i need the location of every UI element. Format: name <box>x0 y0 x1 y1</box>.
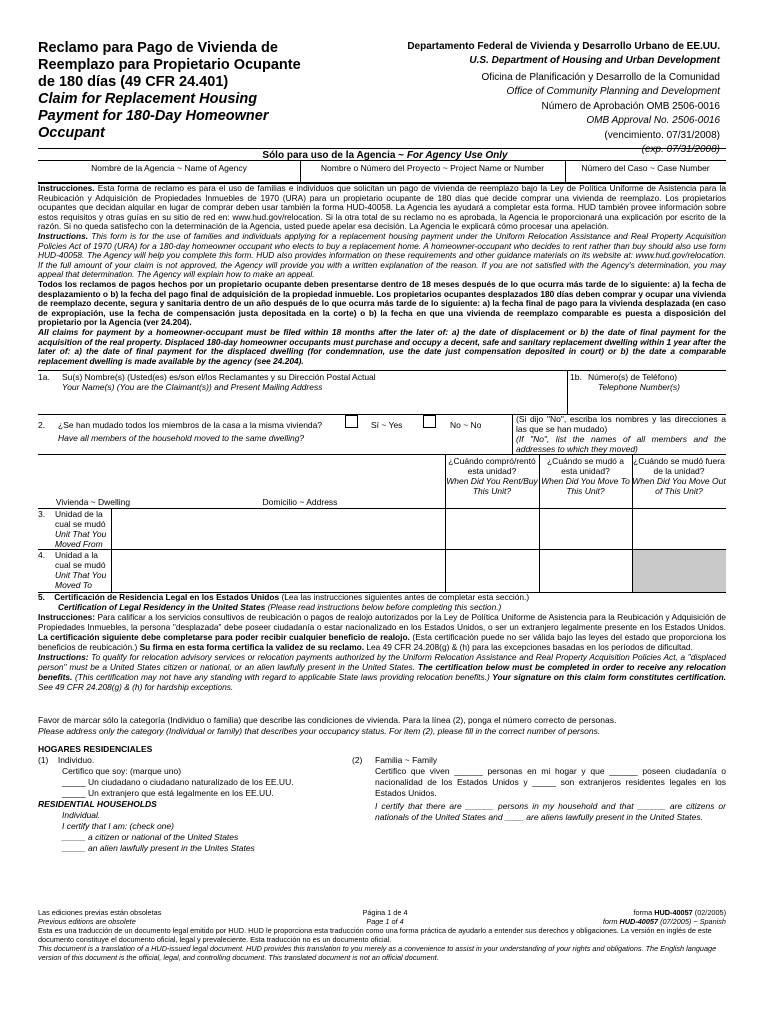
claimant-name-address-field[interactable] <box>40 393 565 413</box>
item1-cert-es: Certifico que soy: (marque uno) <box>62 766 182 776</box>
col-when-es: ¿Cuándo compró/rentó esta unidad? <box>448 456 536 476</box>
col-moveout-en: When Did You Move Out of This Unit? <box>632 476 726 496</box>
opt1-en-blank[interactable]: _____ <box>62 832 86 842</box>
translation-en: This document is a translation of a HUD-issued legal document. HUD provides this translation to you merely as a convenience to assist in your understanding of your rights and obligations. The English language version of this document is the official, legal, and controlling document. This translated document is not an official document. <box>38 944 717 962</box>
form-es-num: HUD-40057 <box>654 908 693 917</box>
q1-label <box>62 372 532 392</box>
family-en-blank-3[interactable]: ____ <box>504 812 524 822</box>
footer-obsolete <box>38 908 288 926</box>
obsolete-es: Las ediciones previas están obsoletas <box>38 908 162 917</box>
row3-label <box>55 509 109 549</box>
q1-divider <box>567 370 568 414</box>
office-en: Office of Community Planning and Development <box>506 85 720 97</box>
agency-top-rule <box>38 148 726 149</box>
row4-moveout-shaded <box>633 550 726 592</box>
table-divider-0 <box>111 508 112 592</box>
q1-top-rule <box>38 370 726 371</box>
q1-label-en: Your Name(s) (You are the Claimant(s)) and Present Mailing Address <box>62 382 323 392</box>
no-label: No ~ No <box>450 420 482 430</box>
item2-num: (2) <box>352 755 363 765</box>
item1-es: Individuo. <box>57 755 95 765</box>
row4-label <box>55 550 109 590</box>
form-title <box>38 40 318 142</box>
instructions-en: This form is for the use of families and individuals applying for a replacement housing payment under the Uniform Relocation Assistance and Real Property Acquisition Policies Act of 1970 (URA) for a 180-day homeowner occupant who elects to buy a replacement home. A homeowner-occupant who decides to rent rather than buy should also use form HUD-40058. The Agency will help you complete this form. HUD also provides information on these requirements and other guidance materials on its website at: www.hud.gov/relocation. If the full amount of your claim is not approved, the Agency will provide you with a written explanation of the reason. If you are not satisfied with the Agency's determination, you may appeal that determination. The Agency will explain how to make an appeal. <box>38 230 726 280</box>
family-es-blank-1[interactable]: ______ <box>454 766 483 776</box>
households-family <box>375 755 726 823</box>
family-es-blank-2[interactable]: ______ <box>609 766 638 776</box>
opt2-en-blank[interactable]: _____ <box>62 843 86 853</box>
opt1-en-label: a citizen or national of the United States <box>88 832 239 842</box>
family-en-d: are aliens lawfully present in the United States. <box>526 812 703 822</box>
agency-use-title-en: For Agency Use Only <box>406 150 508 161</box>
sec5-instr-es: Para calificar a los servicios consultivos de reubicación o pagos de realojo autorizados por la Ley de Política Uniforme de Asistencia para la Reubicación y Adquisición de Propiedades Inmuebles, la persona "desplazada" debe poseer ciudadanía o estar nacionalizado en los Estados Unidos, o ser un extranjero legalmente presente en los Estados Unidos. <box>38 612 726 632</box>
omb-es: Número de Aprobación OMB 2506-0016 <box>541 101 720 112</box>
row3-movein-field[interactable] <box>541 510 630 548</box>
sec5-instr-en-bold-2: Your signature on this claim form constitutes certification. <box>489 672 726 682</box>
family-en-blank-1[interactable]: ______ <box>465 801 495 811</box>
sec5-title-es-rest: (Lea las instrucciones siguientes antes de completar esta sección.) <box>279 592 530 602</box>
row4-num: 4. <box>38 550 46 560</box>
obsolete-en: Previous editions are obsolete <box>38 917 136 926</box>
row4-address-field[interactable] <box>113 551 443 589</box>
col-movein-es: ¿Cuándo se mudó a esta unidad? <box>546 456 625 476</box>
opt2-es-label: Un extranjero que está legalmente en los EE.UU. <box>88 788 274 798</box>
page-en: Page 1 of 4 <box>366 917 404 926</box>
agency-name-label: Nombre de la Agencia ~ Name of Agency <box>91 163 247 173</box>
row4-label-en: Unit That You Moved To <box>55 570 107 590</box>
instructions-lead-es: Instrucciones. <box>38 183 95 193</box>
form-es-date: (02/2005) <box>692 908 726 917</box>
row3-num: 3. <box>38 509 46 519</box>
q2-label-es: ¿Se han mudado todos los miembros de la casa a la misma vivienda? <box>58 420 323 430</box>
form-es-pre: forma <box>633 908 655 917</box>
instructions-lead-en: Instructions. <box>38 230 89 241</box>
households-heading-es: HOGARES RESIDENCIALES <box>38 744 153 754</box>
yes-checkbox[interactable] <box>345 415 358 428</box>
q1b-label-en: Telephone Number(s) <box>598 382 680 392</box>
col-movein-header <box>539 456 632 496</box>
category-instructions <box>38 715 726 737</box>
filing-deadline-en: All claims for payment by a homeowner-occupant must be filed within 18 months after the later of: a) the date of displacement or b) the date of final payment for the acquisition of the real property. Displaced 180-day homeowner occupants must purchase and occupy a decent, safe and sanitary replacement dwelling within 1 year after the later of: a) the date of final payment for the displaced dwelling (for condemnation, use the date just compensation deposited in court) or b) the date a comparable replacement dwelling is made available by the agency (see 24.204). <box>38 326 726 366</box>
filing-deadline-es: Todos los reclamos de pagos hechos por un propietario ocupante deben presentarse dentro de 18 meses después de lo que ocurra más tarde de lo siguiente: a) la fecha de desplazamiento o b) la fecha del pago final de adquisición de la propiedad inmueble. Los propietarios ocupantes desplazados 180 días deben comprar y ocupar una vivienda de reemplazo decente, segura y sanitaria dentro de un año después de lo que ocurra más tarde de lo siguiente: a) la fecha final de pago para la vivienda desplazada (en caso de expropiación, use la fecha de compensación justa depositada en la corte) o b) la fecha en que una vivienda de reemplazo comparable es puesta a disposición del propietario por la Agencia (ver 24.204). <box>38 278 726 328</box>
opt2-es-blank[interactable]: _____ <box>62 788 86 798</box>
no-checkbox[interactable] <box>423 415 436 428</box>
households-heading-en: RESIDENTIAL HOUSEHOLDS <box>38 799 157 809</box>
q1b-label-es: Número(s) de Teléfono) <box>588 372 678 382</box>
office-es: Oficina de Planificación y Desarrollo de la Comunidad <box>481 72 720 83</box>
col-moveout-header <box>632 456 726 496</box>
form-en-num: HUD-40057 <box>619 917 659 926</box>
col-when-en: When Did You Rent/Buy This Unit? <box>446 476 538 496</box>
instructions-block <box>38 184 726 366</box>
project-name-field[interactable] <box>303 172 561 181</box>
q2-note-es: (Si dijo "No", escriba los nombres y las direcciones a las que se han mudado) <box>516 414 726 434</box>
form-en-pre: form <box>602 917 620 926</box>
row4-when-field[interactable] <box>447 551 537 589</box>
agency-use-title-es: Sólo para uso de la Agencia ~ <box>262 150 407 161</box>
row3-when-field[interactable] <box>447 510 537 548</box>
col-address-text: Domicilio ~ Address <box>262 497 338 507</box>
col-movein-en: When Did You Move To This Unit? <box>541 476 630 496</box>
category-instructions-en: Please address only the category (Individual or family) that describes your occupancy status. For item (2), please fill in the correct number of persons. <box>38 726 601 736</box>
q2-divider <box>512 414 513 454</box>
sec5-instr-es-lead: Instrucciones: <box>38 612 96 622</box>
q2-label-en: Have all members of the household moved to the same dwelling? <box>58 433 305 443</box>
family-en-b: persons in my household and that <box>498 801 634 811</box>
dept-en: U.S. Department of Housing and Urban Development <box>469 54 720 66</box>
row4-movein-field[interactable] <box>541 551 630 589</box>
sec5-instr-en-lead: Instructions: <box>38 652 89 662</box>
section-5 <box>38 592 726 692</box>
col-when-header <box>445 456 539 496</box>
exp-es: (vencimiento. 07/31/2008) <box>604 130 720 141</box>
sec5-title-en: Certification of Legal Residency in the United States <box>58 602 266 612</box>
sec5-title-en-rest: (Please read instructions below before completing this section.) <box>265 602 502 612</box>
opt1-es-blank[interactable]: _____ <box>62 777 86 787</box>
family-en-blank-2[interactable]: ______ <box>637 801 666 811</box>
family-es-c: poseen ciudadanía o nacionalidad de los Estados Unidos y <box>375 766 726 787</box>
row3-moveout-field[interactable] <box>634 510 724 548</box>
q2-label <box>58 420 348 443</box>
table-header-rule <box>38 508 726 509</box>
footer-translation-note <box>38 926 726 962</box>
sec5-instr-en: To qualify for relocation advisory services or relocation payments authorized by the Uniform Relocation Assistance and Real Property Acquisition Policies Act, a "displaced person" must be a United States citizen or national, or an alien lawfully present in the United States. <box>38 652 726 672</box>
omb-en: OMB Approval No. 2506-0016 <box>586 114 720 126</box>
opt2-en-label: an alien lawfully present in the Unites States <box>88 843 255 853</box>
sec5-instr-es-2: (Esta certificación puede no ser válida bajo las leyes del estado que proporciona los beneficios de reubicación.) <box>38 632 726 652</box>
family-es-a: Certifico que viven <box>375 766 450 776</box>
case-number-field[interactable] <box>568 172 723 181</box>
item1-num: (1) <box>38 755 49 765</box>
q2-note <box>516 414 726 454</box>
q1b-num: 1b. <box>570 372 582 382</box>
project-name-label: Nombre o Número del Proyecto ~ Project Name or Number <box>320 163 545 173</box>
item2-es: Familia ~ Family <box>375 755 438 765</box>
sec5-title-es: Certificación de Residencia Legal en los Estados Unidos <box>54 592 280 602</box>
instructions-es: Esta forma de reclamo es para el uso de familias e individuos que solicitan un pago de vivienda de reemplazo bajo la Ley de Política Uniforme de Asistencia para la Reubicación y Adquisición de Propiedades Inmuebles de 1970 (URA) para un propietario ocupante de 180 días que decide comprar una vivienda de reemplazo. Los propietarios ocupantes que decidan alquilar en lugar de comprar deben usar también la forma HUD-40058. La Agencia les ayudará a completar esta forma. HUD también provee información sobre estos requisitos y otras guías en su sitio de red en: www.hud.gov/relocation. Si la otra total de su reclamo no es aprobada, la Agencia le proporcionará una explicación por escrito de la razón. Si no queda satisfecho con la determinación de la Agencia, usted puede apelar esa decisión. La Agencia le explicará cómo procesar una apelación. <box>38 183 726 232</box>
item1-cert-en: I certify that I am: (check one) <box>62 821 174 831</box>
case-number-label: Número del Caso ~ Case Number <box>581 163 710 173</box>
q2-num: 2. <box>38 420 46 430</box>
category-instructions-es: Favor de marcar sólo la categoría (Individuo o familia) que describe las condiciones de vivienda. Para la línea (2), ponga el número correcto de personas. <box>38 715 617 725</box>
sec5-instr-es-bold-2: Su firma en esta forma certifica la validez de su reclamo. <box>137 642 365 652</box>
row3-rule <box>38 549 726 550</box>
exp-en: (exp. 07/31/2008) <box>641 143 720 155</box>
sec5-instr-en-bold: The certification below must be completed in order to receive any relocation benefits. <box>38 662 726 682</box>
family-es-d: son extranjeros residentes legales en los Estados Unidos. <box>375 777 726 798</box>
sec5-num: 5. <box>38 592 45 602</box>
agency-mid-rule <box>38 160 726 161</box>
dept-es: Departamento Federal de Vivienda y Desarrollo Urbano de EE.UU. <box>407 41 720 52</box>
telephone-field[interactable] <box>571 393 723 413</box>
footer-form-number <box>500 908 726 926</box>
row3-label-en: Unit That You Moved From <box>55 529 107 549</box>
col-moveout-es: ¿Cuándo se mudó fuera de la unidad? <box>633 456 725 476</box>
q2-bottom-rule <box>38 454 726 455</box>
opt1-es-label: Un ciudadano o ciudadano naturalizado de los EE.UU. <box>88 777 294 787</box>
translation-es: Esta es una traducción de un documento legal emitido por HUD. HUD le proporciona esta traducción como una forma práctica de ayudarlo a entender sus derechos y obligaciones. La versión en inglés de este documento constituye el documento oficial, legal y prevaleciente. Esta traducción no es un documento oficial. <box>38 926 712 944</box>
col-dwelling-text: Vivienda ~ Dwelling <box>55 497 131 507</box>
department-header <box>320 40 720 156</box>
col-dwelling-header <box>38 497 148 507</box>
page-es: Página 1 de 4 <box>362 908 408 917</box>
sec5-instr-en-2: (This certification may not have any standing with regard to applicable State laws providing relocation benefits.) <box>72 672 490 682</box>
q1b-label <box>588 372 726 392</box>
row3-label-es: Unidad de la cual se mudó <box>55 509 106 529</box>
family-en-a: I certify that there are <box>375 801 462 811</box>
footer-page <box>335 908 435 926</box>
col-address-header <box>200 497 400 507</box>
agency-name-field[interactable] <box>40 172 296 181</box>
family-es-b: personas en mi hogar y que <box>487 766 605 776</box>
family-en-c: are citizens or nationals of the United States and <box>375 801 726 822</box>
q1-num: 1a. <box>38 372 50 382</box>
title-es: Reclamo para Pago de Vivienda de Reemplazo para Propietario Ocupante de 180 días (49 CFR 24.401) <box>38 40 301 90</box>
row3-address-field[interactable] <box>113 510 443 548</box>
title-en: Claim for Replacement Housing Payment for 180-Day Homeowner Occupant <box>38 91 269 141</box>
form-en-date: (07/2005) ~ Spanish <box>658 917 726 926</box>
households-individual <box>38 744 358 854</box>
yes-label: Sí ~ Yes <box>371 420 403 430</box>
sec5-instr-es-bold: La certificación siguiente debe completarse para poder recibir cualquier beneficio de realojo. <box>38 632 410 642</box>
family-es-blank-3[interactable]: _____ <box>532 777 556 787</box>
sec5-instr-en-3: See 49 CFR 24.208(g) & (h) for hardship exceptions. <box>38 682 234 692</box>
q2-note-en: (If "No", list the names of all members and the addresses to which they moved) <box>516 434 726 454</box>
q1-label-es: Su(s) Nombre(s) (Usted(es) es/son el/los Reclamantes y su Dirección Postal Actual <box>62 372 376 382</box>
sec5-instr-es-3: Lea 49 CFR 24.208(g) & (h) para las excepciones basadas en los períodos de dificultad. <box>364 642 693 652</box>
item1-en: Individual. <box>62 810 101 820</box>
row4-label-es: Unidad a la cual se mudó <box>55 550 106 570</box>
